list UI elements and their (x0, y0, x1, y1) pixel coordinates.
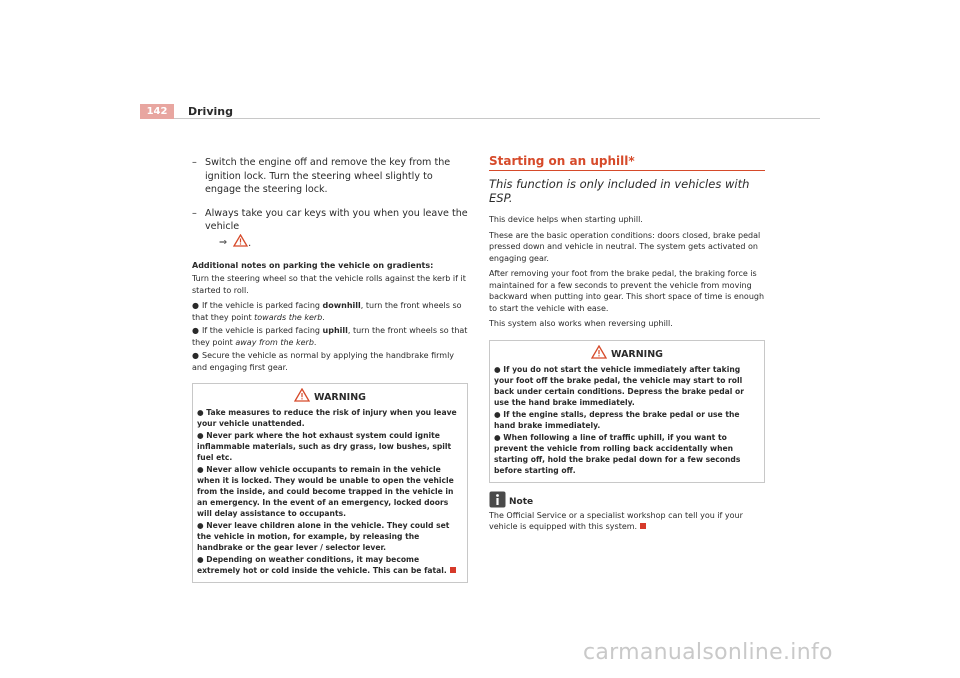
bullet-icon: ● (192, 326, 199, 335)
header-divider (174, 118, 820, 119)
section-divider (489, 170, 765, 171)
page-number: 142 (140, 104, 174, 119)
warning-item: ● If the engine stalls, depress the brake pedal or use the hand brake immediately. (494, 409, 740, 430)
bullet-icon: ● (192, 301, 199, 310)
paragraph: This device helps when starting uphill. (489, 215, 643, 224)
step-item: – Switch the engine off and remove the key from the ignition lock. Turn the steering wheel slightly to engage the steering lock. (192, 157, 451, 195)
list-item: ● If the vehicle is parked facing uphill, turn the front wheels so that they point away from the kerb. (192, 326, 468, 347)
bullet-icon: ● (197, 521, 204, 530)
warning-item: ● Never allow vehicle occupants to remain in the vehicle when it is locked. They would be unable to open the vehicle from the inside, and could become trapped in the vehicle in an emergency. In the event of an emergency, locked doors will delay assistance to occupants. (197, 465, 454, 518)
section-subtitle: This function is only included in vehicles with ESP. (489, 177, 750, 205)
warning-title: WARNING (314, 392, 366, 403)
bullet-icon: ● (197, 465, 204, 474)
warning-item: ● Take measures to reduce the risk of injury when you leave your vehicle unattended. (197, 408, 457, 428)
warning-triangle-icon (591, 345, 607, 359)
warning-item: ● Never leave children alone in the vehicle. They could set the vehicle in motion, for example, by releasing the handbrake or the gear lever / selector lever. (197, 521, 450, 552)
end-of-section-icon (640, 523, 646, 529)
bullet-icon: ● (197, 431, 204, 440)
note-text: The Official Service or a specialist workshop can tell you if your vehicle is equipped with this system. (489, 510, 743, 531)
left-column (192, 156, 468, 583)
paragraph: These are the basic operation conditions: doors closed, brake pedal pressed down and vehicle in neutral. The system gets activated on engaging gear. (489, 230, 761, 263)
warning-triangle-icon (233, 234, 248, 252)
step-item: – Always take you car keys with you when you leave the vehicle ⇒ . (192, 207, 468, 252)
running-header: Driving (188, 105, 233, 118)
section-title: Starting on an uphill* (489, 154, 635, 168)
bullet-icon: ● (494, 409, 501, 419)
subheading: Additional notes on parking the vehicle on gradients: (192, 261, 434, 270)
watermark: carmanualsonline.info (583, 640, 833, 665)
warning-title: WARNING (611, 348, 663, 360)
warning-triangle-icon (294, 388, 310, 402)
list-item: ● If the vehicle is parked facing downhill, turn the front wheels so that they point towards the kerb. (192, 301, 462, 322)
paragraph: After removing your foot from the brake pedal, the braking force is maintained for a few seconds to prevent the vehicle from moving backward when putting into gear. This short space of time is enough to start the vehicle with ease. (489, 269, 765, 313)
intro-text: Turn the steering wheel so that the vehicle rolls against the kerb if it started to roll. (192, 274, 466, 295)
warning-box (489, 340, 765, 483)
bullet-icon: ● (494, 432, 501, 442)
warning-item: ● Depending on weather conditions, it may become extremely hot or cold inside the vehicle. This can be fatal. (197, 554, 463, 576)
end-of-section-icon (450, 567, 456, 573)
right-column (489, 154, 765, 537)
note-icon (489, 491, 506, 508)
bullet-icon: ● (197, 408, 204, 417)
note-heading: Note (489, 491, 765, 508)
warning-item: ● When following a line of traffic uphill, if you want to prevent the vehicle from rolling back accidentally when starting off, hold the brake pedal down for a few seconds before starting off. (494, 432, 741, 475)
warning-box (192, 383, 468, 583)
cross-ref-arrow: ⇒ (219, 237, 228, 249)
warning-item: ● Never park where the hot exhaust system could ignite inflammable materials, such as dry grass, low bushes, spilt fuel etc. (197, 431, 452, 462)
bullet-icon: ● (494, 364, 501, 374)
list-item: ● Secure the vehicle as normal by applying the handbrake firmly and engaging first gear. (192, 351, 455, 372)
bullet-icon: ● (192, 351, 199, 360)
bullet-icon: ● (197, 555, 204, 564)
warning-item: ● If you do not start the vehicle immediately after taking your foot off the brake pedal, the vehicle may start to roll back under certain conditions. Depress the brake pedal or use the hand brake immediately. (494, 364, 745, 407)
paragraph: This system also works when reversing uphill. (489, 319, 673, 328)
